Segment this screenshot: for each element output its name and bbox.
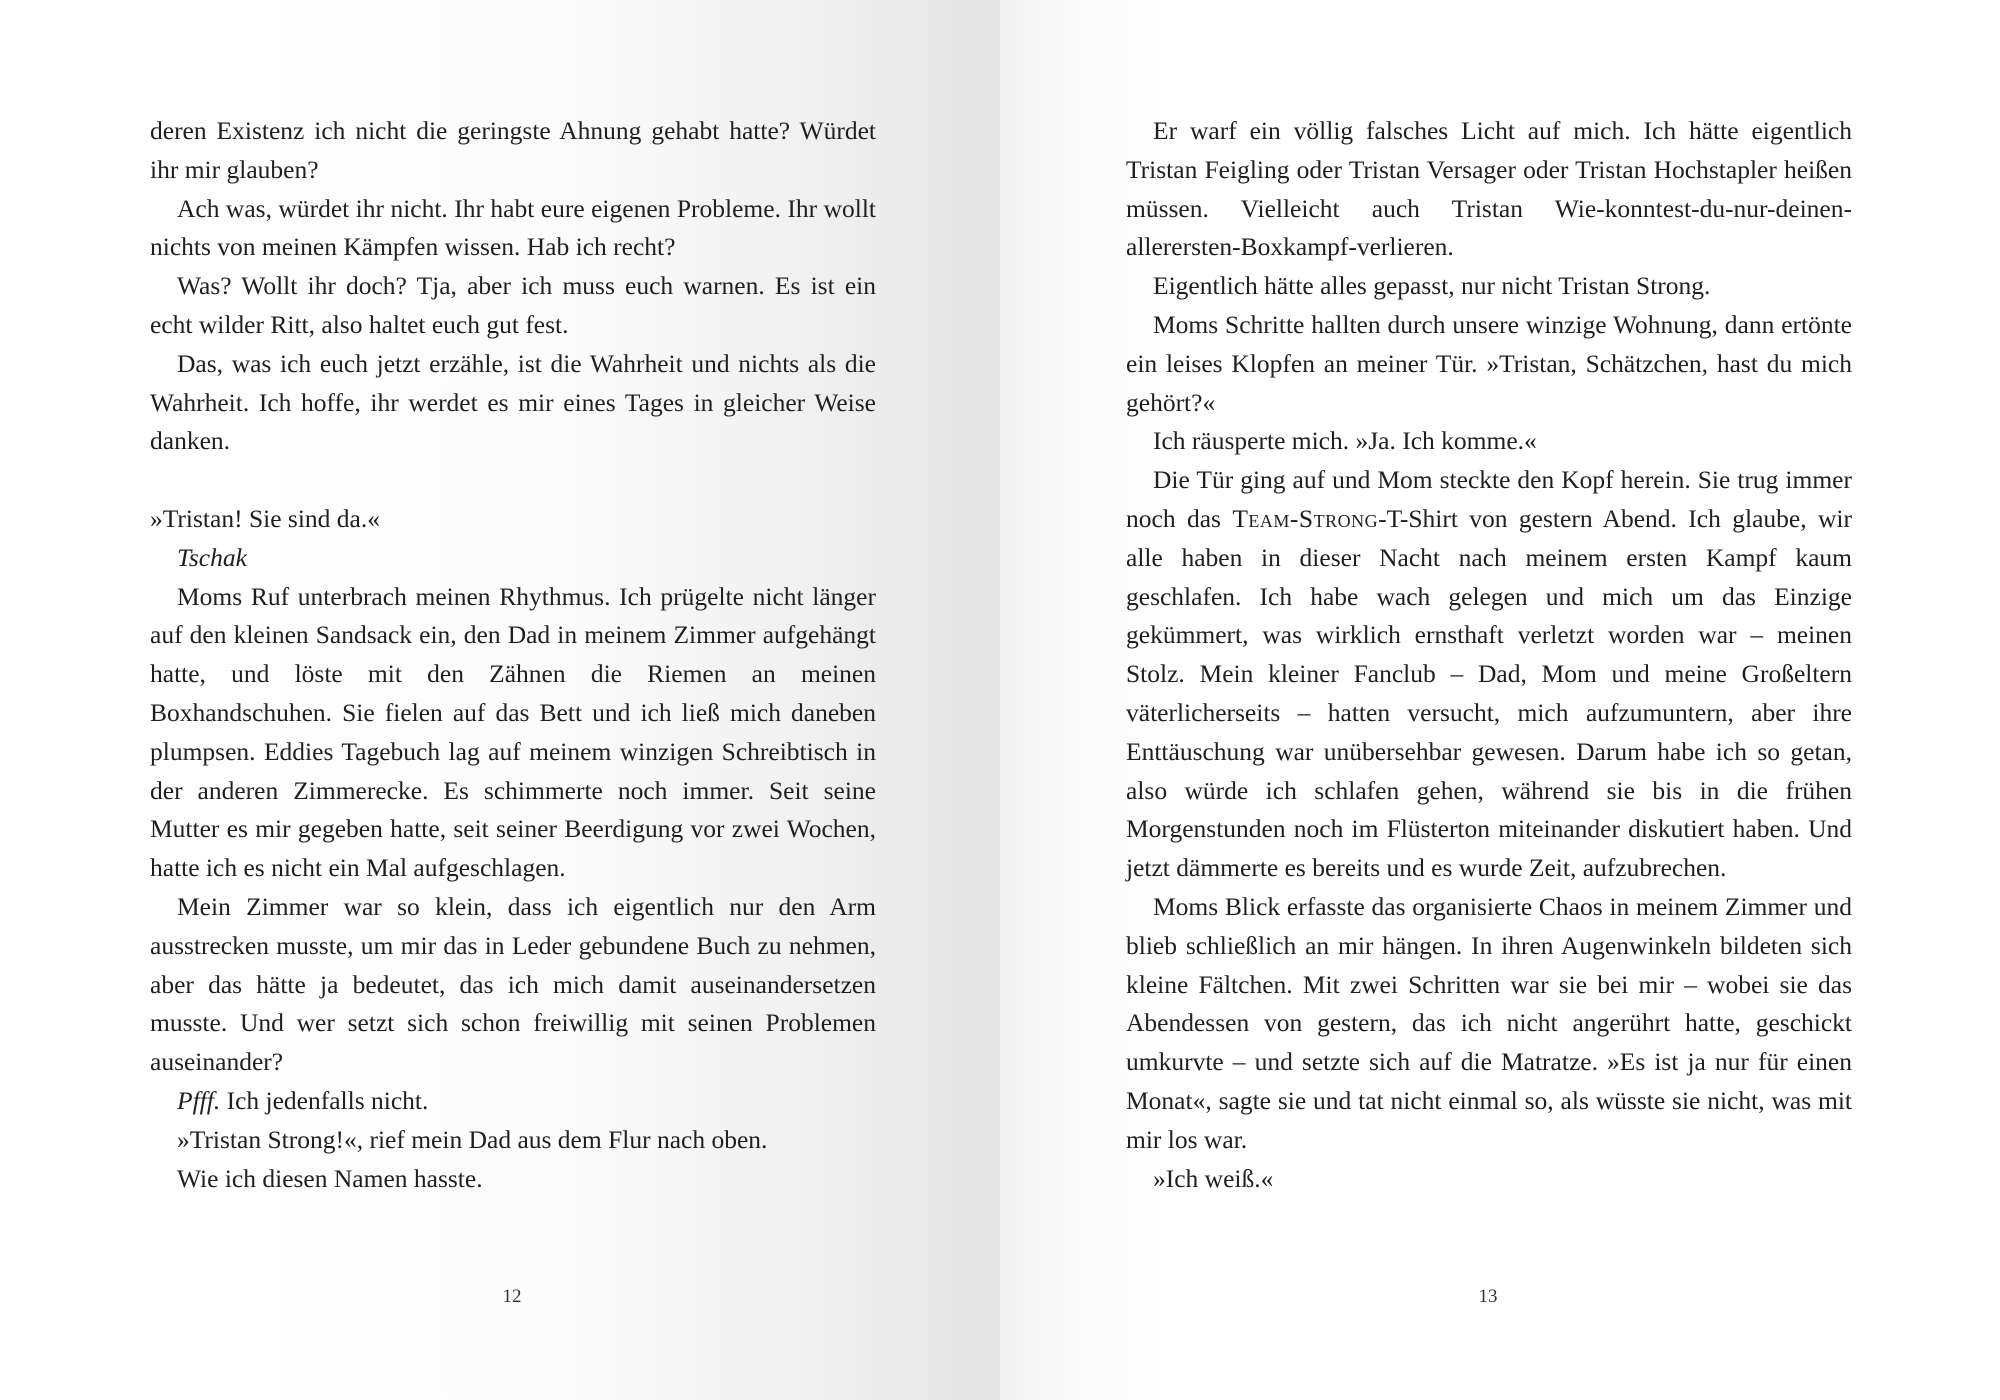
- paragraph: Was? Wollt ihr doch? Tja, aber ich muss euch warnen. Es ist ein echt wilder Ritt, also haltet euch gut fest.: [150, 271, 876, 339]
- right-page-text: [1126, 112, 1852, 1198]
- page-number: 12: [502, 1286, 522, 1307]
- paragraph: Wie ich diesen Namen hasste.: [177, 1163, 483, 1193]
- paragraph: Das, was ich euch jetzt erzähle, ist die Wahrheit und nichts als die Wahrheit. Ich hoffe, ihr werdet es mir eines Tages in gleicher Weise danken.: [150, 348, 876, 456]
- paragraph: Eigentlich hätte alles gepasst, nur nicht Tristan Strong.: [1153, 271, 1711, 301]
- team-strong-text: Team-Strong: [1232, 503, 1379, 533]
- section-break: [150, 461, 876, 500]
- paragraph: [150, 1082, 876, 1121]
- paragraph: Er warf ein völlig falsches Licht auf mich. Ich hätte eigentlich Tristan Feigling oder Tristan Versager oder Tristan Hochstapler heißen müssen. Vielleicht auch Tristan Wie-konntest-du-nur-deinen-allerersten-Boxkampf-verlieren.: [1126, 116, 1852, 262]
- paragraph-text: -T-Shirt von gestern Abend. Ich glaube, wir alle haben in dieser Nacht nach meinem ersten Kampf kaum geschlafen. Ich habe wach gelegen und mich um das Einzige gekümmert, was wirklich ernsthaft verletzt worden war – meinen Stolz. Mein kleiner Fanclub – Dad, Mom und meine Großeltern väterlicherseits – hatten versucht, mich aufzumuntern, aber ihre Enttäuschung war unübersehbar gewesen. Darum habe ich so getan, also würde ich schlafen gehen, während sie bis in die frühen Morgenstunden noch im Flüsterton miteinander diskutiert haben. Und jetzt dämmerte es bereits und es wurde Zeit, aufzubrechen.: [1126, 503, 1852, 883]
- left-page-text: [150, 112, 876, 1198]
- right-page: [1000, 0, 2000, 1400]
- paragraph: Moms Blick erfasste das organisierte Chaos in meinem Zimmer und blieb schließlich an mir hängen. In ihren Augenwinkeln bildeten sich kleine Fältchen. Mit zwei Schritten war sie bei mir – wobei sie das Abendessen von gestern, das ich nicht angerührt hatte, geschickt umkurvte – und setzte sich auf die Matratze. »Es ist ja nur für einen Monat«, sagte sie und tat nicht einmal so, als wüsste sie nicht, was mit mir los war.: [1126, 891, 1852, 1154]
- paragraph: Ach was, würdet ihr nicht. Ihr habt eure eigenen Probleme. Ihr wollt nichts von meinen Kämpfen wissen. Hab ich recht?: [150, 193, 876, 262]
- paragraph: Moms Schritte hallten durch unsere winzige Wohnung, dann ertönte ein leises Klopfen an meiner Tür. »Tristan, Schätzchen, hast du mich gehört?«: [1126, 309, 1852, 417]
- paragraph-sound-effect: Tschak: [177, 542, 247, 572]
- paragraph: Moms Ruf unterbrach meinen Rhythmus. Ich prügelte nicht länger auf den kleinen Sandsack ein, den Dad in meinem Zimmer aufgehängt hatte, und löste mit den Zähnen die Riemen an meinen Boxhandschuhen. Sie fielen auf das Bett und ich ließ mich daneben plumpsen. Eddies Tagebuch lag auf meinem winzigen Schreibtisch in der anderen Zimmerecke. Es schimmerte noch immer. Seit seine Mutter es mir gegeben hatte, seit seiner Beerdigung vor zwei Wochen, hatte ich es nicht ein Mal aufgeschlagen.: [150, 581, 876, 883]
- paragraph: »Ich weiß.«: [1153, 1163, 1274, 1193]
- paragraph: »Tristan Strong!«, rief mein Dad aus dem Flur nach oben.: [177, 1124, 768, 1154]
- paragraph: Mein Zimmer war so klein, dass ich eigentlich nur den Arm ausstrecken musste, um mir das in Leder gebundene Buch zu nehmen, aber das hätte ja bedeutet, das ich mich damit auseinandersetzen musste. Und wer setzt sich schon freiwillig mit seinen Problemen auseinander?: [150, 891, 876, 1077]
- paragraph-text: Ich jedenfalls nicht.: [226, 1085, 429, 1115]
- paragraph: »Tristan! Sie sind da.«: [150, 503, 380, 533]
- page-number: 13: [1478, 1286, 1498, 1307]
- paragraph: [1126, 461, 1852, 888]
- paragraph: deren Existenz ich nicht die geringste Ahnung gehabt hatte? Würdet ihr mir glauben?: [150, 116, 876, 184]
- pfff-word: Pfff.: [177, 1085, 221, 1115]
- paragraph-text: Die Tür ging auf und Mom steckte den Kopf herein. Sie trug immer noch das: [1126, 465, 1852, 533]
- paragraph: Ich räusperte mich. »Ja. Ich komme.«: [1153, 426, 1537, 456]
